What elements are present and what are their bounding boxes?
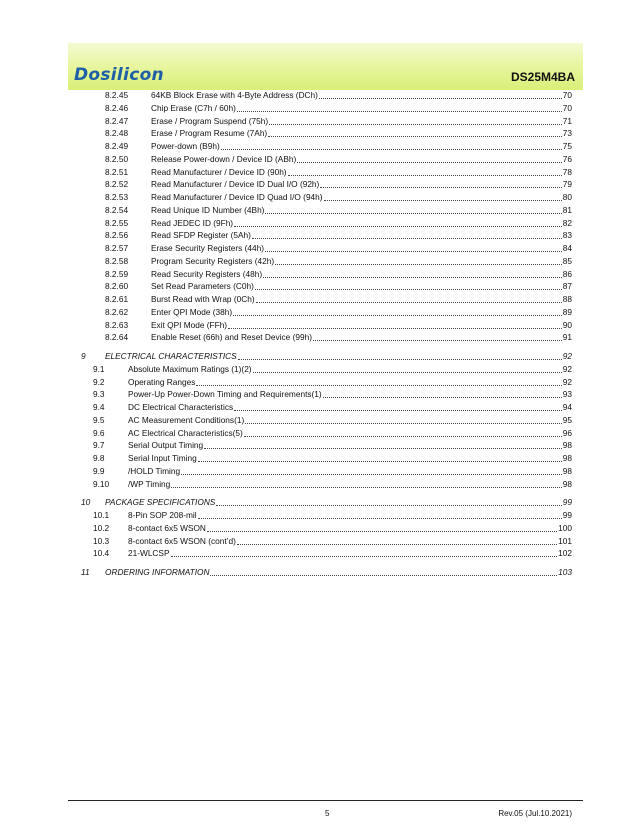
toc-entry[interactable] <box>0 229 642 242</box>
toc-entry-page: 94 <box>562 402 572 412</box>
toc-entry-title: Erase / Program Suspend (75h) <box>151 115 269 126</box>
toc-entry-title: Burst Read with Wrap (0Ch) <box>151 294 255 304</box>
toc-entry-number: 9.10 <box>93 478 110 489</box>
toc-dot-leader <box>210 574 557 576</box>
toc-entry-page: 92 <box>562 363 572 374</box>
toc-entry-number: 8.2.48 <box>105 128 129 139</box>
model-number: DS25M4BA <box>510 70 575 84</box>
toc-dot-leader <box>263 276 562 278</box>
toc-entry-page: 90 <box>562 319 572 330</box>
toc-entry-title: Read JEDEC ID (9Fh) <box>151 217 234 228</box>
page-header <box>68 43 583 90</box>
toc-entry-title: /WP Timing <box>128 478 171 489</box>
toc-entry-page: 98 <box>562 440 572 451</box>
toc-entry-number: 9 <box>81 351 86 361</box>
toc-entry[interactable] <box>0 204 642 217</box>
toc-entry-title: Program Security Registers (42h) <box>151 255 275 266</box>
toc-entry-number: 8.2.47 <box>105 115 129 126</box>
footer-divider <box>68 800 583 801</box>
revision-label: Rev.05 (Jul.10.2021) <box>498 809 572 818</box>
toc-entry-title: ELECTRICAL CHARACTERISTICS <box>105 351 237 361</box>
page-number: 5 <box>325 809 330 818</box>
toc-dot-leader <box>204 447 562 449</box>
toc-dot-leader <box>268 135 562 137</box>
toc-entry-title: Read Manufacturer / Device ID (90h) <box>151 166 287 177</box>
toc-entry-title: Chip Erase (C7h / 60h) <box>151 102 236 113</box>
toc-entry-number: 10.2 <box>93 522 110 533</box>
toc-entry[interactable] <box>0 127 642 140</box>
toc-entry-number: 8.2.61 <box>105 294 129 304</box>
toc-entry[interactable] <box>0 178 642 191</box>
toc-dot-leader <box>255 288 562 290</box>
toc-entry-page: 80 <box>562 192 572 202</box>
toc-entry-page: 93 <box>562 389 572 400</box>
toc-entry[interactable] <box>0 306 642 319</box>
toc-dot-leader <box>244 435 562 437</box>
toc-entry-page: 70 <box>562 102 572 113</box>
toc-entry-page: 95 <box>562 414 572 425</box>
toc-entry-title: Enable Reset (66h) and Reset Device (99h) <box>151 332 312 343</box>
toc-dot-leader <box>228 327 562 329</box>
toc-entry-number: 8.2.62 <box>105 306 129 317</box>
toc-entry-title: Read Security Registers (48h) <box>151 268 263 279</box>
toc-entry-title: Operating Ranges <box>128 376 196 387</box>
toc-entry-number: 8.2.51 <box>105 166 129 177</box>
toc-entry-title: 8-Pin SOP 208-mil <box>128 510 197 520</box>
toc-entry-title: /HOLD Timing <box>128 465 181 476</box>
toc-entry[interactable] <box>0 153 642 166</box>
toc-entry-number: 8.2.60 <box>105 281 129 292</box>
toc-entry-number: 8.2.57 <box>105 243 129 253</box>
toc-entry[interactable] <box>0 166 642 179</box>
toc-entry-title: Serial Input Timing <box>128 453 197 463</box>
toc-entry[interactable] <box>0 280 642 293</box>
toc-entry-title: Read Manufacturer / Device ID Quad I/O (94h) <box>151 192 323 202</box>
toc-entry-title: Enter QPI Mode (38h) <box>151 306 233 317</box>
toc-dot-leader <box>256 301 562 303</box>
toc-dot-leader <box>198 460 562 462</box>
toc-entry[interactable] <box>0 509 642 522</box>
toc-entry[interactable] <box>0 242 642 255</box>
toc-entry-title: 8-contact 6x5 WSON (cont’d) <box>128 535 236 546</box>
toc-entry-number: 9.5 <box>93 414 105 425</box>
toc-dot-leader <box>207 530 557 532</box>
toc-entry-title: 21-WLCSP <box>128 548 170 559</box>
toc-entry-title: Serial Output Timing <box>128 440 204 451</box>
toc-entry-number: 9.3 <box>93 389 105 400</box>
toc-entry-title: Set Read Parameters (C0h) <box>151 281 254 292</box>
toc-entry-number: 9.6 <box>93 427 105 438</box>
toc-entry-page: 82 <box>562 217 572 228</box>
toc-entry-page: 99 <box>562 510 572 520</box>
toc-entry-page: 99 <box>562 497 572 508</box>
toc-dot-leader <box>216 504 561 506</box>
toc-entry-page: 71 <box>562 115 572 126</box>
toc-entry-page: 88 <box>562 294 572 304</box>
toc-entry[interactable] <box>0 465 642 478</box>
toc-entry-page: 92 <box>562 376 572 387</box>
toc-entry-page: 98 <box>562 465 572 476</box>
toc-entry-page: 79 <box>562 179 572 190</box>
toc-entry-number: 8.2.55 <box>105 217 129 228</box>
toc-entry-number: 10.3 <box>93 535 110 546</box>
toc-dot-leader <box>238 358 562 360</box>
toc-entry-number: 11 <box>81 567 90 577</box>
toc-dot-leader <box>233 314 562 316</box>
toc-entry[interactable] <box>0 293 642 306</box>
toc-entry-page: 96 <box>562 427 572 438</box>
toc-entry[interactable] <box>0 255 642 268</box>
toc-entry-title: Read Unique ID Number (4Bh) <box>151 204 265 215</box>
toc-dot-leader <box>221 148 562 150</box>
toc-entry-page: 70 <box>562 90 572 100</box>
toc-entry-number: 8.2.49 <box>105 141 129 151</box>
toc-entry-number: 9.7 <box>93 440 105 451</box>
toc-entry-page: 102 <box>558 548 572 559</box>
toc-entry-page: 98 <box>562 453 572 463</box>
toc-entry-title: Read SFDP Register (5Ah) <box>151 230 251 241</box>
toc-entry-page: 98 <box>562 478 572 489</box>
toc-dot-leader <box>269 123 562 125</box>
toc-entry-number: 8.2.59 <box>105 268 129 279</box>
toc-entry-number: 9.1 <box>93 363 105 374</box>
toc-entry[interactable] <box>0 376 642 389</box>
toc-entry-number: 10.1 <box>93 510 110 520</box>
toc-entry-page: 83 <box>562 230 572 241</box>
toc-dot-leader <box>275 263 562 265</box>
toc-entry-page: 91 <box>562 332 572 343</box>
toc-entry[interactable] <box>0 452 642 465</box>
toc-entry[interactable] <box>0 319 642 332</box>
toc-entry-page: 100 <box>558 522 572 533</box>
toc-entry-title: Exit QPI Mode (FFh) <box>151 319 228 330</box>
toc-entry-number: 8.2.46 <box>105 102 129 113</box>
company-logo: Dosilicon <box>74 65 164 85</box>
toc-entry-number: 8.2.64 <box>105 332 129 343</box>
toc-entry-title: Power-Up Power-Down Timing and Requirements(1) <box>128 389 322 400</box>
toc-entry-number: 8.2.50 <box>105 153 129 164</box>
toc-dot-leader <box>265 250 562 252</box>
toc-entry[interactable] <box>0 496 642 509</box>
toc-entry-page: 85 <box>562 255 572 266</box>
toc-entry[interactable] <box>0 535 642 548</box>
toc-entry-number: 8.2.58 <box>105 255 129 266</box>
toc-entry-number: 9.8 <box>93 453 105 463</box>
toc-entry-title: Absolute Maximum Ratings (1)(2) <box>128 363 252 374</box>
toc-dot-leader <box>252 237 562 239</box>
toc-entry[interactable] <box>0 478 642 491</box>
toc-dot-leader <box>171 486 562 488</box>
toc-entry[interactable] <box>0 522 642 535</box>
toc-entry-number: 10 <box>81 497 91 508</box>
toc-dot-leader <box>245 422 562 424</box>
toc-entry-title: ORDERING INFORMATION <box>105 567 210 577</box>
toc-entry-number: 10.4 <box>93 548 110 559</box>
toc-entry[interactable] <box>0 401 642 414</box>
toc-dot-leader <box>234 225 562 227</box>
toc-entry[interactable] <box>0 547 642 560</box>
toc-dot-leader <box>171 555 558 557</box>
toc-dot-leader <box>297 161 562 163</box>
toc-entry-title: Erase / Program Resume (7Ah) <box>151 128 268 139</box>
toc-entry-page: 81 <box>562 204 572 215</box>
toc-entry-title: Release Power-down / Device ID (ABh) <box>151 153 297 164</box>
toc-dot-leader <box>313 339 562 341</box>
toc-dot-leader <box>237 543 557 545</box>
toc-dot-leader <box>196 384 561 386</box>
toc-entry-page: 86 <box>562 268 572 279</box>
toc-entry[interactable] <box>0 217 642 230</box>
toc-entry[interactable] <box>0 191 642 204</box>
toc-entry-number: 8.2.45 <box>105 90 129 100</box>
toc-dot-leader <box>324 199 562 201</box>
toc-dot-leader <box>319 97 562 99</box>
toc-entry-title: 8-contact 6x5 WSON <box>128 522 206 533</box>
toc-entry-title: 64KB Block Erase with 4-Byte Address (DCh) <box>151 90 318 100</box>
toc-dot-leader <box>198 517 562 519</box>
toc-entry[interactable] <box>0 414 642 427</box>
toc-entry-page: 103 <box>558 567 572 577</box>
toc-entry[interactable] <box>0 439 642 452</box>
toc-entry-title: PACKAGE SPECIFICATIONS <box>105 497 216 508</box>
toc-dot-leader <box>265 212 561 214</box>
toc-entry[interactable] <box>0 566 642 579</box>
toc-entry[interactable] <box>0 140 642 153</box>
toc-dot-leader <box>253 371 562 373</box>
toc-dot-leader <box>181 473 562 475</box>
toc-entry-page: 84 <box>562 243 572 253</box>
toc-entry-title: AC Electrical Characteristics(5) <box>128 427 243 438</box>
toc-entry-title: Read Manufacturer / Device ID Dual I/O (92h) <box>151 179 320 190</box>
toc-dot-leader <box>288 174 562 176</box>
toc-entry-page: 76 <box>562 153 572 164</box>
toc-entry[interactable] <box>0 331 642 344</box>
toc-entry-number: 9.9 <box>93 465 105 476</box>
toc-entry-title: Erase Security Registers (44h) <box>151 243 264 253</box>
toc-entry-number: 8.2.63 <box>105 319 129 330</box>
toc-entry[interactable] <box>0 89 642 102</box>
toc-dot-leader <box>234 409 562 411</box>
toc-entry-page: 73 <box>562 128 572 139</box>
toc-dot-leader <box>237 110 562 112</box>
toc-entry[interactable] <box>0 427 642 440</box>
toc-entry-number: 8.2.53 <box>105 192 129 202</box>
toc-entry-title: DC Electrical Characteristics <box>128 402 234 412</box>
toc-entry-page: 89 <box>562 306 572 317</box>
toc-entry-page: 78 <box>562 166 572 177</box>
toc-dot-leader <box>320 186 561 188</box>
toc-entry[interactable] <box>0 115 642 128</box>
toc-entry-page: 101 <box>558 535 572 546</box>
toc-entry[interactable] <box>0 388 642 401</box>
toc-entry[interactable] <box>0 268 642 281</box>
toc-entry[interactable] <box>0 350 642 363</box>
toc-entry-title: AC Measurement Conditions(1) <box>128 414 245 425</box>
toc-entry-number: 8.2.52 <box>105 179 129 190</box>
toc-entry-title: Power-down (B9h) <box>151 141 220 151</box>
toc-entry-page: 87 <box>562 281 572 292</box>
toc-entry-number: 8.2.54 <box>105 204 129 215</box>
toc-entry-number: 9.2 <box>93 376 105 387</box>
toc-entry-page: 75 <box>562 141 572 151</box>
toc-entry[interactable] <box>0 363 642 376</box>
toc-entry-number: 9.4 <box>93 402 105 412</box>
toc-entry-number: 8.2.56 <box>105 230 129 241</box>
toc-entry[interactable] <box>0 102 642 115</box>
toc-entry-page: 92 <box>562 351 572 361</box>
toc-dot-leader <box>323 396 562 398</box>
